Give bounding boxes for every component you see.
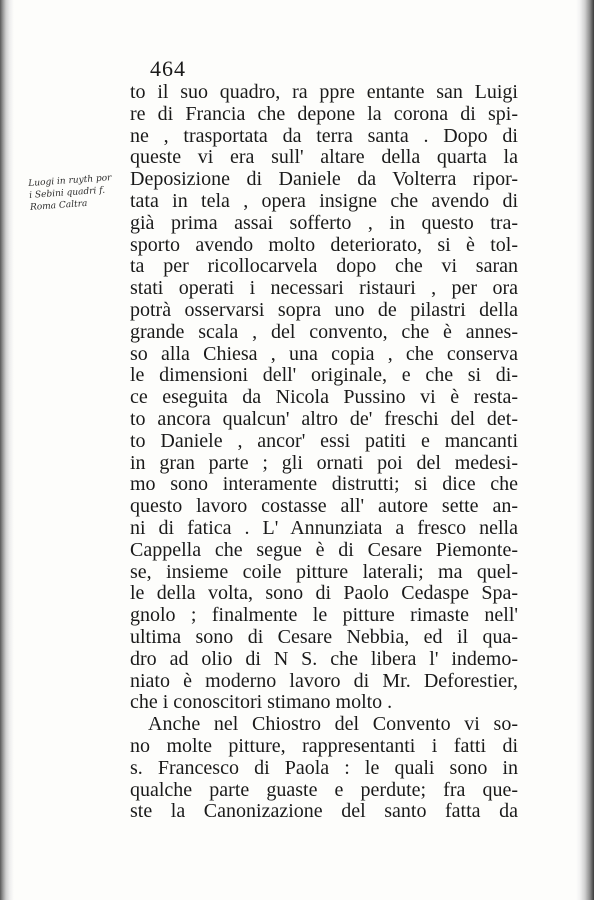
text-line: mo sono interamente distrutti; si dice che [130, 473, 518, 496]
text-line: sporto avendo molto deteriorato, si è tol- [130, 233, 518, 256]
text-line: ultima sono di Cesare Nebbia, ed il qua- [130, 625, 518, 648]
text-line: gnolo ; finalmente le pitture rimaste nell' [130, 604, 518, 627]
text-line-paragraph-end: che i conoscitori stimano molto . [130, 691, 393, 714]
margin-note-line: Luogi in ruyth por [28, 173, 112, 189]
text-line: to Daniele , ancor' essi patiti e mancanti [130, 429, 518, 452]
page-right-edge [576, 0, 594, 900]
text-line: stati operati i necessari ristauri , per ora [130, 277, 518, 300]
text-line: queste vi era sull' altare della quarta la [130, 146, 518, 169]
text-line: ne , trasportata da terra santa . Dopo di [130, 124, 518, 147]
text-line: to ancora qualcun' altro de' freschi del det- [130, 407, 518, 430]
text-line-paragraph-start: Anche nel Chiostro del Convento vi so- [148, 713, 518, 736]
text-line: so alla Chiesa , una copia , che conserva [130, 342, 518, 365]
page-left-edge [0, 0, 14, 900]
text-line: no molte pitture, rappresentanti i fatti di [130, 734, 518, 757]
page-number: 464 [150, 56, 186, 81]
margin-note-line: i Sebini quadri f. [28, 185, 106, 201]
text-line: ste la Canonizazione del santo fatta da [130, 800, 518, 823]
text-line: ni di fatica . L' Annunziata a fresco nella [130, 516, 518, 539]
text-line: questo lavoro costasse all' autore sette an- [130, 495, 518, 518]
text-line: se, insieme coile pitture laterali; ma quel- [130, 560, 518, 583]
text-line: potrà osservarsi sopra uno de pilastri della [130, 298, 518, 321]
text-line: Cappella che segue è di Cesare Piemonte- [130, 538, 518, 561]
margin-note-line: Roma Caltra [29, 198, 88, 213]
text-line: niato è moderno lavoro di Mr. Deforestier, [130, 669, 518, 692]
text-line: to il suo quadro, ra ppre entante san Luigi [130, 81, 518, 103]
text-line: le della volta, sono di Paolo Cedaspe Spa- [130, 582, 518, 605]
text-line: ce eseguita da Nicola Pussino vi è resta- [130, 386, 518, 409]
text-line: Deposizione di Daniele da Volterra ripor- [130, 168, 518, 191]
text-line: tata in tela , opera insigne che avendo di [130, 189, 518, 212]
text-line: dro ad olio di N S. che libera l' indemo- [130, 647, 518, 670]
text-line: le dimensioni dell' originale, e che si di- [130, 364, 518, 387]
text-line: grande scala , del convento, che è annes- [130, 320, 518, 343]
text-line: qualche parte guaste e perdute; fra que- [130, 778, 518, 801]
text-line: s. Francesco di Paola : le quali sono in [130, 756, 518, 779]
text-line: già prima assai sofferto , in questo tra- [130, 211, 518, 234]
handwritten-margin-note [28, 171, 130, 214]
text-line: in gran parte ; gli ornati poi del medesi- [130, 451, 518, 474]
body-text [130, 82, 518, 823]
text-line: re di Francia che depone la corona di spi- [130, 102, 518, 125]
text-line: ta per ricollocarvela dopo che vi saran [130, 255, 518, 278]
